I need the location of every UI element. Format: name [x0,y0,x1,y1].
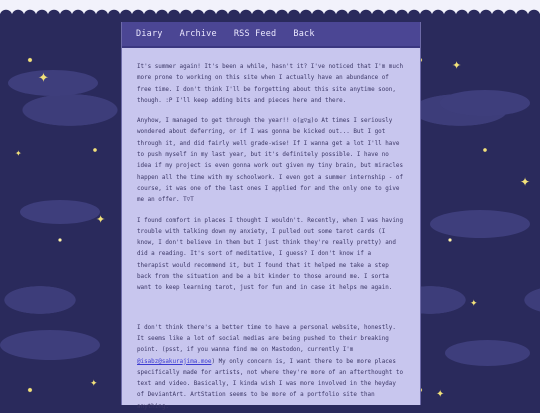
star-icon: ✦ [436,389,445,400]
post-paragraph: It's summer again! It's been a while, hasn't it? I've noticed that I'm much more prone to working on this site when I actually have an abundance of free time. I don't think I'll be forgetting about this site anytime soon, though. :P I'll keep adding bits and pieces here and there. [137,64,403,104]
content-panel [121,22,421,410]
nav-link-rss-feed[interactable]: RSS Feed [233,29,277,39]
cloud-left-1 [8,70,98,96]
cloud-left-2 [20,200,100,224]
star-icon: ✦ [96,213,106,226]
star-icon: ✦ [470,299,478,309]
paragraph-text: I don't think there's a better time to have a personal website, honestly. It seems like a lot of social medias are being pushed to their breaking point. (psst, if you wanna find me on Mastodon, currently I'm [137,324,396,354]
post-body [122,48,420,413]
star-icon: ✦ [452,59,462,72]
nav-link-diary[interactable]: Diary [136,29,163,39]
post-paragraph: Anyhow, I managed to get through the year!! o(≧▽≦)o At times I seriously wondered about deferring, or if I was gonna be kicked out... But I got through it, and did fairly well grade-wise! If I wanna get a lot I'll have to push myself in my last year, but it's definitely possible. I have no idea if my project is even gonna work out given my tiny brain, but miracles happen all the time with my schoolwork. I even got a summer internship - of course, it was one of the last ones I applied for and the only one to give me an offer. T▽T [137,118,403,204]
post-paragraph [137,323,406,413]
mastodon-handle-link[interactable]: @isabz@sakurajima.moe [137,358,212,365]
star-icon: ✦ [38,71,49,86]
nav-link-back[interactable]: Back [293,29,315,39]
top-nav [122,22,420,48]
lace-border [0,0,540,16]
cloud-left-3 [0,330,100,360]
star-icon: ✦ [15,149,22,158]
cloud-right-3 [445,340,530,366]
post-paragraph: I found comfort in places I thought I wouldn't. Recently, when I was having trouble with talking down my anxiety, I pulled out some tarot cards (I know, I don't believe in them but I just think they're really pretty) and did a reading. It's sort of meditative, I guess? I don't know if a therapist would recommend it, but I found that it helped me take a step back from the situation and be a bit kinder to those around me. I sorta want to keep learning tarot, just for fun and in case it helps me again. [137,217,403,292]
cloud-right-2 [430,210,530,238]
nav-link-archive[interactable]: Archive [179,29,217,39]
paragraph-text: ) My only concern is, I want there to be more places specifically made for artists, not where they're more of an afterthought to text and video. Basically, I kinda wish I was more involved in the heyday of DeviantArt. ArtStation seems to be more of a portfolio site than anything. [137,358,403,410]
cloud-right-1 [440,90,530,116]
star-icon: ✦ [90,379,98,389]
star-icon: ✦ [520,175,531,189]
